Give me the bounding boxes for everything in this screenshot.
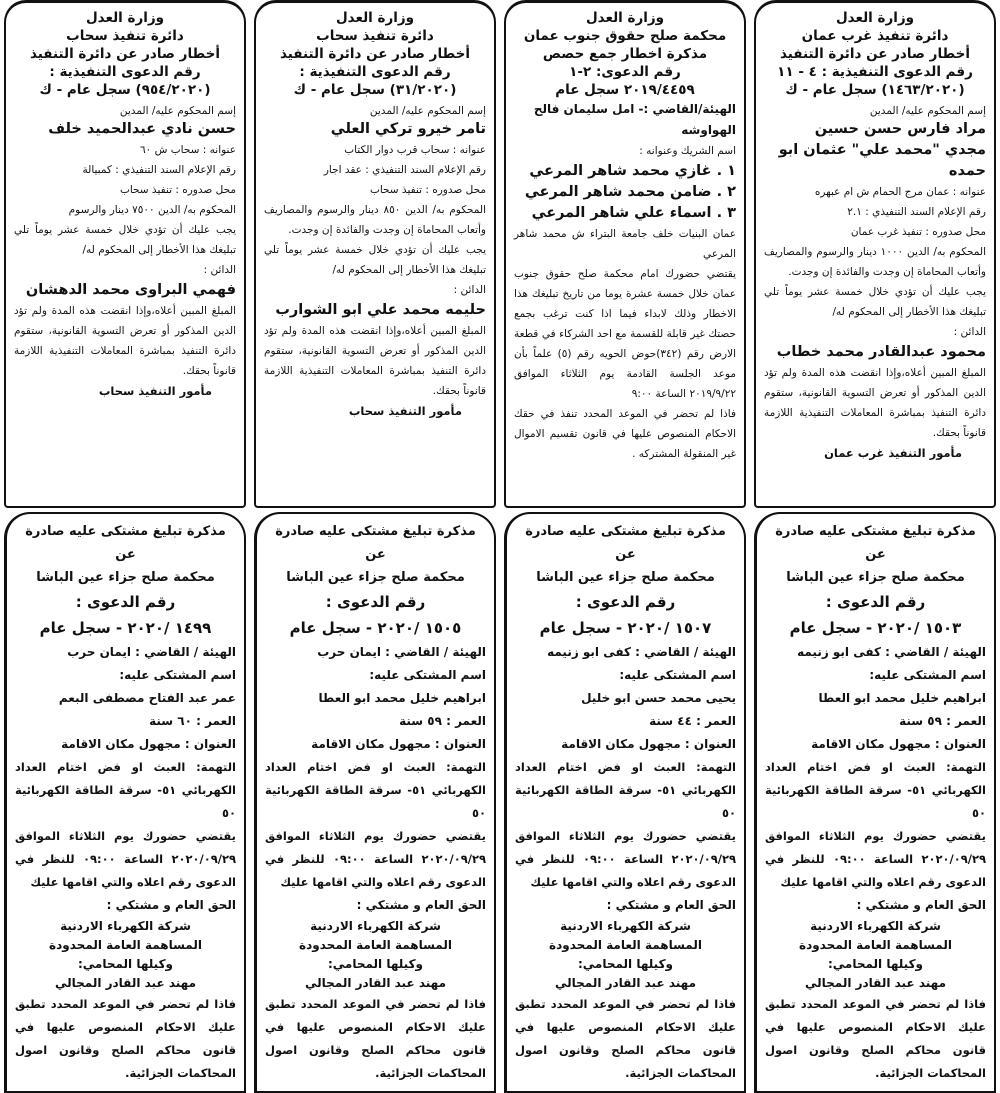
closing-text: فاذا لم تحضر في الموعد المحدد تطبق عليك الاحكام المنصوص عليها في قانون محاكم الصلح وقانون اصول المحاكمات الجزائية. (15, 997, 236, 1080)
case-number: ١٥٠٣ /٢٠٢٠ - سجل عام (789, 619, 962, 637)
notice-h-line: دائرة تنفيذ سحاب (66, 28, 184, 44)
defendant-label: اسم المشتكى عليه: (619, 668, 736, 682)
notice-name-line: مجدي "محمد علي" عثمان ابو حمده (778, 142, 986, 179)
notice-sign-line: مأمور التنفيذ سحاب (348, 404, 462, 418)
notice-body-line: المبلغ المبين أعلاه،وإذا انقضت هذه المدة ولم تؤد الدين المذكور أو تعرض التسوية القانونية، ستقوم دائرة التنفيذ بمباشرة المعاملات التنفيذية اللازمة قانوناً بحقك. (764, 367, 986, 439)
notice-body-line: عنوانه : سحاب قرب دوار الكتاب (344, 144, 486, 156)
summons-notice (254, 512, 496, 1093)
defendant-age: العمر : ٦٠ سنة (149, 714, 236, 728)
charge: التهمة: العبث او فض اختام العداد الكهربائي ٥١- سرقة الطاقة الكهربائية ٥٠ (765, 760, 986, 820)
notice-sign-line: مأمور التنفيذ سحاب (98, 384, 212, 398)
notice-body-line: محل صدوره : تنفيذ غرب عمان (850, 226, 986, 238)
court-name: محكمة صلح جزاء عين الباشا (286, 570, 465, 585)
notice-h-line: مذكرة اخطار جمع حصص (542, 46, 708, 62)
closing-text: فاذا لم تحضر في الموعد المحدد تطبق عليك الاحكام المنصوص عليها في قانون محاكم الصلح وقانون اصول المحاكمات الجزائية. (265, 997, 486, 1080)
notice-small-line: إسم المحكوم عليه/ المدين (119, 105, 236, 117)
case-label: رقم الدعوى : (325, 593, 426, 611)
case-number: ١٤٩٩ /٢٠٢٠ - سجل عام (39, 619, 212, 637)
notice-name-line: ٢ . ضامن محمد شاهر المرعي (524, 184, 736, 200)
address: العنوان : مجهول مكان الاقامة (561, 737, 736, 751)
plaintiff-company-type: المساهمة العامة المحدودة (799, 938, 952, 952)
judge: الهيئة / القاضي : كفى ابو زنيمه (797, 645, 986, 659)
plaintiff-company: شركة الكهرباء الاردنية (60, 919, 191, 933)
notice-h-line: (٩٥٤/٢٠٢٠) سجل عام - ك (39, 82, 211, 98)
notice-body-line: اسم الشريك وعنوانه : (639, 145, 736, 157)
notice-name-line: مراد فارس حسن حسين (814, 121, 986, 137)
charge: التهمة: العبث او فض اختام العداد الكهربائي ٥١- سرقة الطاقة الكهربائية ٥٠ (15, 760, 236, 820)
notice-h-line: رقم الدعوى: ٢-١ (569, 64, 681, 80)
notice-name-line: ١ . غازي محمد شاهر المرعي (529, 163, 736, 179)
notice-title: مذكرة تبليغ مشتكى عليه صادرة عن (525, 524, 726, 562)
notice-body-line: عمان البنيات خلف جامعة البتراء ش محمد شاهر المرعي (514, 228, 736, 260)
notice-h-line: رقم الدعوى التنفيذية : (49, 64, 201, 80)
notice-body-line: فاذا لم تحضر في الموعد المحدد تنفذ في حقك الاحكام المنصوص عليها في قانون تقسيم الاموال غير المنقولة المشتركه . (514, 408, 736, 460)
notice-name-line: تامر خيرو تركي العلي (330, 121, 486, 137)
notice-name-line: فهمي البراوى محمد الدهشان (25, 282, 236, 298)
notice-name-line: حليمه محمد علي ابو الشوارب (275, 302, 486, 318)
execution-notice (504, 0, 746, 508)
notice-body-line: المحكوم به/ الدين ١٠٠٠ دينار والرسوم والمصاريف وأتعاب المحاماة إن وجدت والفائدة إن وجدت. (764, 246, 986, 278)
notice-small-line: إسم المحكوم عليه/ المدين (869, 105, 986, 117)
defendant-age: العمر : ٤٤ سنة (649, 714, 736, 728)
notice-h-line: رقم الدعوى التنفيذية : ٤ - ١١ (777, 64, 973, 80)
summons: يقتضي حضورك يوم الثلاثاء الموافق ٢٠٢٠/٠٩/٢٩ الساعة ٠٩:٠٠ للنظر في الدعوى رقم اعلاه والتي اقامها عليك (15, 829, 236, 889)
plaintiff-label: الحق العام و مشتكي : (856, 898, 986, 912)
charge: التهمة: العبث او فض اختام العداد الكهربائي ٥١- سرقة الطاقة الكهربائية ٥٠ (515, 760, 736, 820)
summons: يقتضي حضورك يوم الثلاثاء الموافق ٢٠٢٠/٠٩/٢٩ الساعة ٠٩:٠٠ للنظر في الدعوى رقم اعلاه والتي اقامها عليك (765, 829, 986, 889)
notice-h-line: دائرة تنفيذ سحاب (316, 28, 434, 44)
notice-body-line: يجب عليك أن تؤدي خلال خمسة عشر يوماً تلي تبليغك هذا الأخطار إلى المحكوم له/ (264, 244, 486, 276)
notice-body-line: الدائن : (453, 284, 486, 296)
notice-body-line: عنوانه : عمان مرج الحمام ش ام عبهره (814, 186, 986, 198)
lawyer-label: وكيلها المحامي: (577, 957, 674, 971)
plaintiff-company-type: المساهمة العامة المحدودة (299, 938, 452, 952)
notice-body-line: عنوانه : سحاب ش ٦٠ (140, 144, 236, 156)
lawyer-name: مهند عبد القادر المجالي (554, 976, 697, 990)
plaintiff-label: الحق العام و مشتكي : (606, 898, 736, 912)
notice-body-line: محل صدوره : تنفيذ سحاب (369, 184, 486, 196)
defendant-label: اسم المشتكى عليه: (369, 668, 486, 682)
execution-notice (254, 0, 496, 508)
notice-h-line: ٢٠١٩/٤٤٥٩ سجل عام (555, 82, 695, 98)
closing-text: فاذا لم تحضر في الموعد المحدد تطبق عليك الاحكام المنصوص عليها في قانون محاكم الصلح وقانون اصول المحاكمات الجزائية. (765, 997, 986, 1080)
judge: الهيئة / القاضي : كفى ابو زنيمه (547, 645, 736, 659)
notice-title: مذكرة تبليغ مشتكى عليه صادرة عن (775, 524, 976, 562)
lawyer-name: مهند عبد القادر المجالي (804, 976, 947, 990)
top-notices-row (0, 0, 1000, 508)
summons: يقتضي حضورك يوم الثلاثاء الموافق ٢٠٢٠/٠٩/٢٩ الساعة ٠٩:٠٠ للنظر في الدعوى رقم اعلاه والتي اقامها عليك (515, 829, 736, 889)
defendant-name: ابراهيم خليل محمد ابو العطا (818, 691, 986, 705)
execution-notice (754, 0, 996, 508)
case-label: رقم الدعوى : (75, 593, 176, 611)
address: العنوان : مجهول مكان الاقامة (61, 737, 236, 751)
notice-body-line: المحكوم به/ الدين ٨٥٠ دينار والرسوم والمصاريف وأتعاب المحاماة إن وجدت والفائدة إن وجدت. (264, 204, 486, 236)
plaintiff-company: شركة الكهرباء الاردنية (560, 919, 691, 933)
notice-h-line: دائرة تنفيذ غرب عمان (801, 28, 949, 44)
lawyer-name: مهند عبد القادر المجالي (54, 976, 197, 990)
judge: الهيئة / القاضي : ايمان حرب (317, 645, 486, 659)
notice-h-line: أخطار صادر عن دائرة التنفيذ (279, 46, 471, 62)
plaintiff-company: شركة الكهرباء الاردنية (810, 919, 941, 933)
plaintiff-label: الحق العام و مشتكي : (106, 898, 236, 912)
notice-body-line: المحكوم به/ الدين ٧٥٠٠ دينار والرسوم (68, 204, 236, 216)
plaintiff-company-type: المساهمة العامة المحدودة (49, 938, 202, 952)
lawyer-label: وكيلها المحامي: (827, 957, 924, 971)
notice-body-line: المبلغ المبين أعلاه،وإذا انقضت هذه المدة ولم تؤد الدين المذكور أو تعرض التسوية القانونية، ستقوم دائرة التنفيذ بمباشرة المعاملات التنفيذية اللازمة قانوناً بحقك. (14, 305, 236, 377)
notice-h-line: أخطار صادر عن دائرة التنفيذ (29, 46, 221, 62)
summons: يقتضي حضورك يوم الثلاثاء الموافق ٢٠٢٠/٠٩/٢٩ الساعة ٠٩:٠٠ للنظر في الدعوى رقم اعلاه والتي اقامها عليك (265, 829, 486, 889)
lawyer-label: وكيلها المحامي: (77, 957, 174, 971)
notice-body-line: يقتضي حضورك امام محكمة صلح حقوق جنوب عمان خلال خمسة عشرة يوما من تاريخ تبليغك هذا الاخطار وذلك لابداء فيما اذا كنت ترغب بجمع حصتك غير قابلة للقسمة مع احد الشركاء في قطعة الارض رقم (٣٤٢)حوض الحويه رقم (٥) علماً بأن موعد الجلسة القادمة يوم الثلاثاء الموافق ٢٠١٩/٩/٢٢ الساعة ٩:٠٠ (514, 268, 736, 400)
notice-sign-line: مأمور التنفيذ غرب عمان (824, 446, 962, 460)
plaintiff-label: الحق العام و مشتكي : (356, 898, 486, 912)
notice-title: مذكرة تبليغ مشتكى عليه صادرة عن (275, 524, 476, 562)
summons-notice (504, 512, 746, 1093)
defendant-age: العمر : ٥٩ سنة (399, 714, 486, 728)
defendant-label: اسم المشتكى عليه: (119, 668, 236, 682)
summons-notice (754, 512, 996, 1093)
summons-notice (4, 512, 246, 1093)
notice-body-line: الدائن : (953, 326, 986, 338)
case-label: رقم الدعوى : (825, 593, 926, 611)
notice-name-line: ٣ . اسماء علي شاهر المرعي (531, 205, 736, 221)
closing-text: فاذا لم تحضر في الموعد المحدد تطبق عليك الاحكام المنصوص عليها في قانون محاكم الصلح وقانون اصول المحاكمات الجزائية. (515, 997, 736, 1080)
lawyer-label: وكيلها المحامي: (327, 957, 424, 971)
notice-h-line: أخطار صادر عن دائرة التنفيذ (779, 46, 971, 62)
notice-h-line: رقم الدعوى التنفيذية : (299, 64, 451, 80)
notice-h-line: محكمة صلح حقوق جنوب عمان (523, 28, 727, 44)
judge: الهيئة / القاضي : ايمان حرب (67, 645, 236, 659)
notice-h-line: وزارة العدل (85, 10, 165, 26)
charge: التهمة: العبث او فض اختام العداد الكهربائي ٥١- سرقة الطاقة الكهربائية ٥٠ (265, 760, 486, 820)
defendant-name: يحيى محمد حسن ابو خليل (581, 691, 736, 705)
case-number: ١٥٠٥ /٢٠٢٠ - سجل عام (289, 619, 462, 637)
notice-body-line: محل صدوره : تنفيذ سحاب (119, 184, 236, 196)
address: العنوان : مجهول مكان الاقامة (811, 737, 986, 751)
defendant-age: العمر : ٥٩ سنة (899, 714, 986, 728)
notice-h-line: وزارة العدل (335, 10, 415, 26)
defendant-label: اسم المشتكى عليه: (869, 668, 986, 682)
court-name: محكمة صلح جزاء عين الباشا (786, 570, 965, 585)
court-name: محكمة صلح جزاء عين الباشا (36, 570, 215, 585)
defendant-name: عمر عبد الفتاح مصطفى البعم (58, 691, 236, 705)
notice-name-line: حسن نادي عبدالحميد خلف (48, 121, 236, 137)
notice-body-line: يجب عليك أن تؤدي خلال خمسة عشر يوماً تلي تبليغك هذا الأخطار إلى المحكوم له/ (764, 286, 986, 318)
case-label: رقم الدعوى : (575, 593, 676, 611)
notice-body-line: الدائن : (203, 264, 236, 276)
notice-body-line: رقم الإعلام السند التنفيذي : عقد اجار (323, 164, 486, 176)
defendant-name: ابراهيم خليل محمد ابو العطا (318, 691, 486, 705)
notice-title: مذكرة تبليغ مشتكى عليه صادرة عن (25, 524, 226, 562)
notice-body-line: رقم الإعلام السند التنفيذي : ٢.١ (847, 206, 986, 218)
court-name: محكمة صلح جزاء عين الباشا (536, 570, 715, 585)
bottom-notices-row (0, 512, 1000, 1080)
lawyer-name: مهند عبد القادر المجالي (304, 976, 447, 990)
notice-body-line: يجب عليك أن تؤدي خلال خمسة عشر يوماً تلي تبليغك هذا الأخطار إلى المحكوم له/ (14, 224, 236, 256)
plaintiff-company: شركة الكهرباء الاردنية (310, 919, 441, 933)
execution-notice (4, 0, 246, 508)
notice-h-line: (٣١/٢٠٢٠) سجل عام - ك (293, 82, 457, 98)
notice-h-line: وزارة العدل (835, 10, 915, 26)
case-number: ١٥٠٧ /٢٠٢٠ - سجل عام (539, 619, 712, 637)
notice-bold-line: الهيئة/القاضي :- امل سليمان فالح الهواوشه (533, 102, 736, 137)
notice-body-line: المبلغ المبين أعلاه،وإذا انقضت هذه المدة ولم تؤد الدين المذكور أو تعرض التسوية القانونية، ستقوم دائرة التنفيذ بمباشرة المعاملات التنفيذية اللازمة قانوناً بحقك. (264, 325, 486, 397)
notice-h-line: (١٤٦٣/٢٠٢٠) سجل عام - ك (785, 82, 965, 98)
notice-body-line: رقم الإعلام السند التنفيذي : كمبيالة (82, 164, 236, 176)
address: العنوان : مجهول مكان الاقامة (311, 737, 486, 751)
plaintiff-company-type: المساهمة العامة المحدودة (549, 938, 702, 952)
notice-small-line: إسم المحكوم عليه/ المدين (369, 105, 486, 117)
notice-name-line: محمود عبدالقادر محمد خطاب (776, 344, 986, 360)
notice-h-line: وزارة العدل (585, 10, 665, 26)
